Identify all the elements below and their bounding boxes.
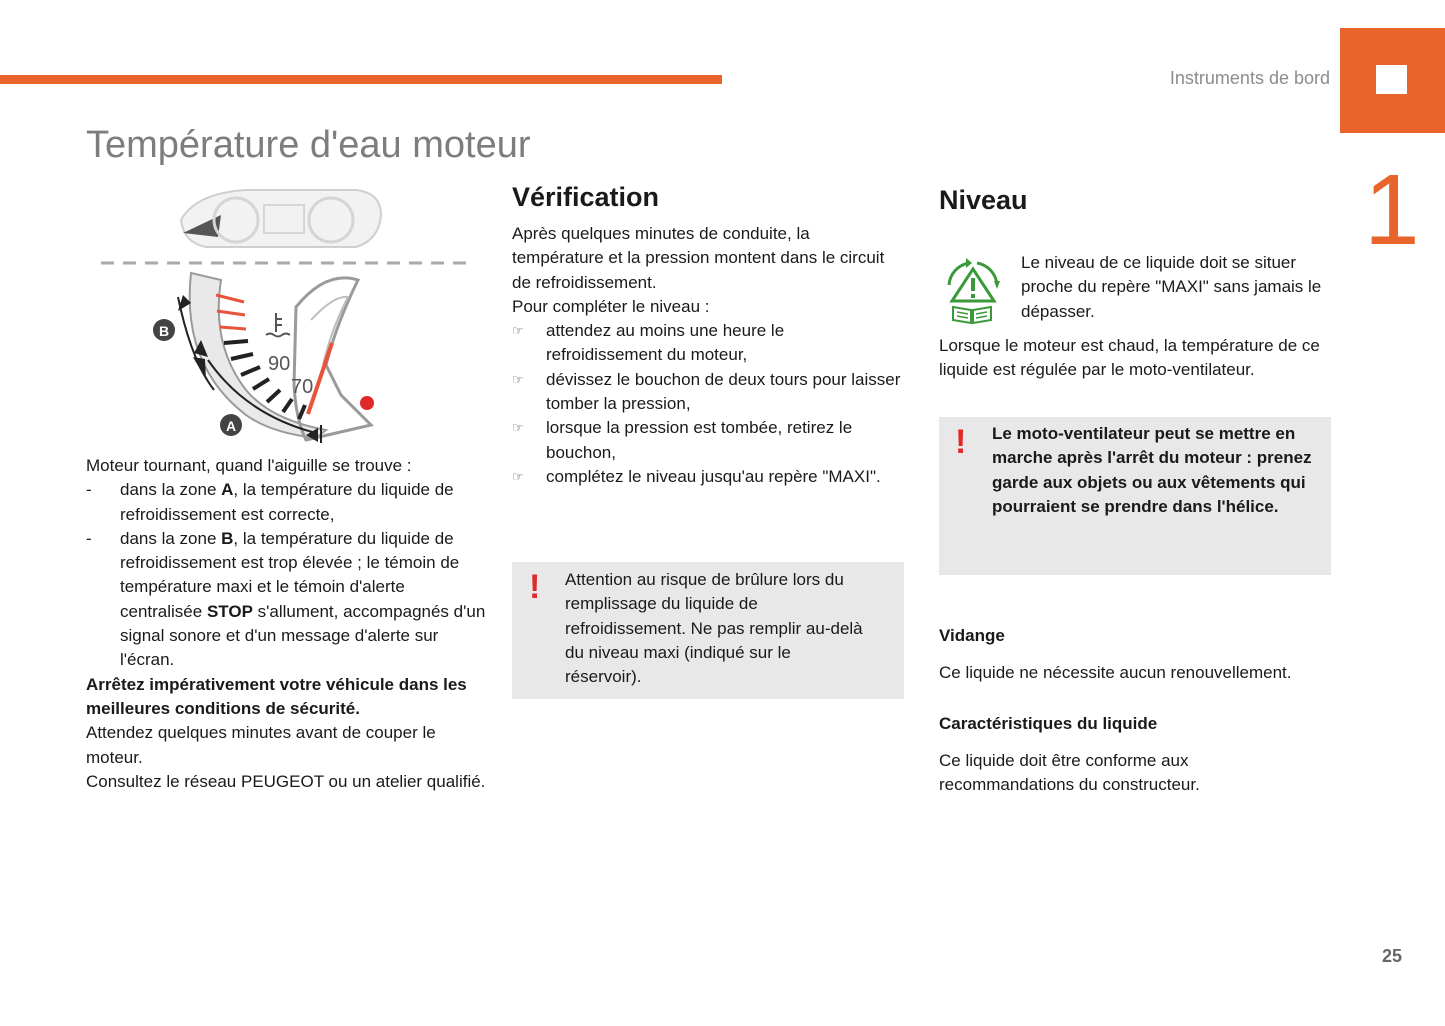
- fan-warning-text: Le moto-ventilateur peut se mettre en marche après l'arrêt du moteur : prenez garde aux objets ou aux vêtements qui pourraient se prendre dans l'hélice.: [992, 424, 1312, 516]
- level-icon-text: Le niveau de ce liquide doit se situer proche du repère "MAXI" sans jamais le dépasser.: [1021, 253, 1322, 321]
- burn-warning-text: Attention au risque de brûlure lors du remplissage du liquide de refroidissement. Ne pas remplir au-delà du niveau maxi (indiqué sur le réservoir).: [565, 570, 863, 687]
- warning-dot: [360, 396, 374, 410]
- hot-engine-text: Lorsque le moteur est chaud, la température de ce liquide est régulée par le moto-ventilateur.: [939, 336, 1320, 380]
- bold-warning: Arrêtez impérativement votre véhicule dans les meilleures conditions de sécurité.: [86, 674, 467, 718]
- zone-b-marker: [153, 319, 175, 341]
- burn-warning-box: [512, 562, 904, 699]
- column-left: [86, 454, 486, 794]
- step-item: ☞ complétez le niveau jusqu'au repère "MAXI".: [512, 466, 881, 486]
- page-number: 25: [1382, 946, 1403, 966]
- page-title: Température d'eau moteur: [86, 124, 531, 166]
- warning-exclamation-icon: !: [955, 423, 967, 461]
- gauge-70-label: 70: [291, 376, 314, 398]
- step-item: ☞ dévissez le bouchon de deux tours pour laisser tomber la pression,: [512, 369, 901, 414]
- niveau-heading: Niveau: [939, 185, 1028, 215]
- gauge-90-label: 90: [268, 353, 291, 375]
- vidange-text: Ce liquide ne nécessite aucun renouvellement.: [939, 663, 1292, 682]
- instrument-cluster-icon: [181, 190, 381, 247]
- svg-text:A: A: [225, 418, 237, 434]
- chapter-tab: [1340, 28, 1445, 133]
- wait-text: Attendez quelques minutes avant de couper le moteur.: [86, 723, 436, 767]
- caracteristiques-heading: Caractéristiques du liquide: [939, 714, 1158, 733]
- top-rule: [0, 75, 722, 84]
- warning-exclamation-icon: !: [529, 568, 541, 606]
- fan-warning-box: [939, 417, 1331, 575]
- column-middle: [512, 180, 904, 489]
- coolant-symbol-icon: [266, 313, 290, 337]
- consult-text: Consultez le réseau PEUGEOT ou un atelier qualifié.: [86, 771, 486, 791]
- caracteristiques-text: Ce liquide doit être conforme aux recommandations du constructeur.: [939, 751, 1200, 795]
- zone-b-item: - dans la zone B, la température du liquide de refroidissement est trop élevée ; le témoin de température maxi et le témoin d'alerte centralisée STOP s'allument, accompagnés d'un signal sonore et d'un message d'alerte sur l'écran.: [86, 528, 486, 670]
- verification-lead: Pour compléter le niveau :: [512, 296, 710, 316]
- section-header: Instruments de bord: [1169, 68, 1330, 88]
- svg-text:B: B: [158, 323, 170, 339]
- zone-a-marker: [220, 414, 242, 436]
- vidange-heading: Vidange: [939, 626, 1005, 645]
- step-item: ☞ lorsque la pression est tombée, retirez le bouchon,: [512, 418, 853, 462]
- column-right: [939, 180, 1334, 217]
- temperature-gauge-illustration: [96, 185, 476, 450]
- verification-intro: Après quelques minutes de conduite, la température et la pression montent dans le circuit de refroidissement.: [512, 224, 885, 292]
- zone-a-item: - dans la zone A, la température du liquide de refroidissement est correcte,: [86, 480, 454, 524]
- environment-recycle-icon: [939, 255, 1005, 325]
- chapter-tab-square: [1376, 65, 1407, 94]
- gauge-detail: [178, 273, 374, 443]
- step-item: ☞ attendez au moins une heure le refroidissement du moteur,: [512, 321, 785, 365]
- chapter-number: 1: [1364, 154, 1420, 266]
- verification-heading: Vérification: [512, 182, 660, 212]
- intro-text: Moteur tournant, quand l'aiguille se trouve :: [86, 456, 412, 475]
